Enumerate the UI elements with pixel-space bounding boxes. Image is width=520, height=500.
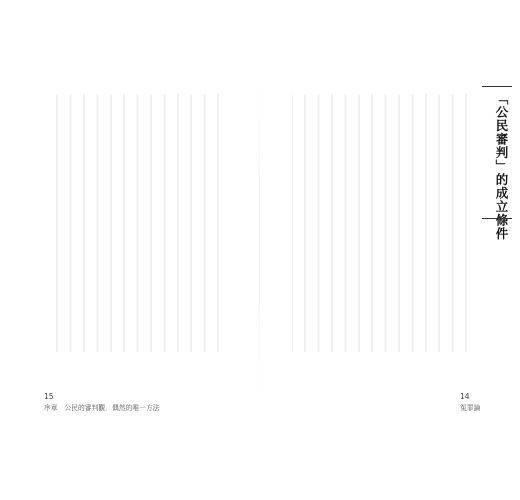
chapter-title: 「公民審判」的成立條件 bbox=[494, 92, 509, 241]
right-page-running-footer: 冤罪論 bbox=[460, 404, 481, 412]
left-page-number: 15 bbox=[44, 392, 54, 401]
right-page-number: 14 bbox=[460, 392, 470, 401]
right-page-body bbox=[292, 92, 472, 354]
chapter-title-rule-bottom bbox=[482, 218, 512, 219]
left-page-body bbox=[46, 92, 224, 354]
left-page-running-footer: 序章 公民的審判觀．偶然的唯一方法 bbox=[44, 404, 160, 412]
right-page bbox=[260, 0, 520, 500]
chapter-title-rule-top bbox=[482, 86, 512, 87]
